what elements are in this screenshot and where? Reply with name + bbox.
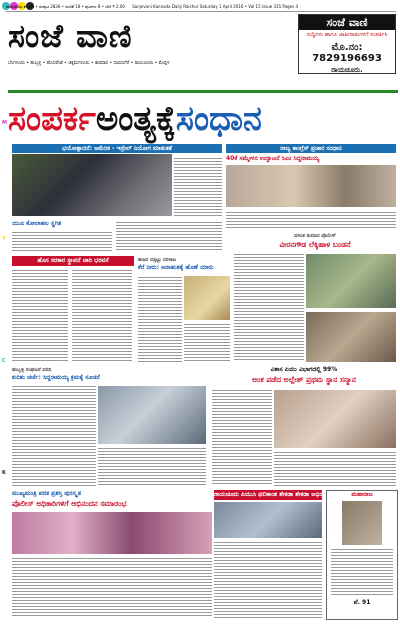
story-1-text xyxy=(174,156,222,216)
ad-title: ಸಂಜೆ ವಾಣಿ xyxy=(299,15,395,30)
story-5-photo xyxy=(184,276,230,320)
story-10-text xyxy=(214,540,322,618)
story-7-headline: ಹುಬ್ಬಳ್ಳಿ ಸಂಘಟನೆ ವರದಿ xyxy=(12,367,52,373)
issue-info-right: Sanjevani Kannada Daily Raichur Saturday 1 April 2016 • Vol 15 Issue 335 Pages 4 xyxy=(132,4,299,9)
story-8-kicker: ವಿಕಾಸ ಪಿಯು ವಿಭಾಗದಲ್ಲಿ 99% xyxy=(270,366,338,373)
contact-ad-box xyxy=(298,14,396,74)
classified-ad-title: ಮಹಾರಾಜ xyxy=(351,491,373,498)
story-10-headline: ರಾಯಚೂರು ಪಿಯುಸಿ ಫಲಿತಾಂಶ ಶೇಕಡಾ ಶೇಕಡಾ ಅಭಿನಂದನೆ ಸನ್ಮಾನ xyxy=(214,491,348,498)
ad-city: ರಾಯಚೂರು. xyxy=(331,66,363,74)
story-3b-text xyxy=(116,220,222,252)
classified-ad xyxy=(326,490,398,620)
story-5-kicker: ಹಣದ ಬಿಕ್ಕಟ್ಟು ನರಳಾಟ xyxy=(138,257,177,263)
lead-headline-part2: ಅಂತ್ಯಕ್ಕೆ xyxy=(95,99,176,139)
story-10-photo xyxy=(214,502,322,538)
story-6b-photo xyxy=(306,312,396,362)
ad-phone: ಮೊ.ನಂ: 7829196693 xyxy=(312,42,382,64)
masthead-tagline: ಬೆಂಗಳೂರು • ಹುಬ್ಬಳ್ಳಿ • ಹೊಸಪೇಟೆ • ಚಿಕ್ಕಮಗಳೂರು • ಕಾರವಾರ • ದಾವಣಗೆರೆ • ರಾಯಚೂರು • ಕೊಪ್ಪಳ xyxy=(8,61,170,66)
lead-headline-part1: ಸಂಪರ್ಕ xyxy=(8,99,96,139)
story-2-label: ರಾಜ್ಯ ಕಾಂಗ್ರೆಸ್ ಪ್ರಚಾರ ಸಂಧಾನ xyxy=(226,144,396,153)
story-4-text xyxy=(12,268,68,363)
story-1-photo xyxy=(12,154,172,216)
story-6-text xyxy=(234,252,304,362)
story-2-photo xyxy=(226,165,396,207)
story-5b-text xyxy=(184,322,230,362)
story-8-headline: ಅಂಕ ಪಡೆದ ಅಲ್ಲೇಶ್ ಪ್ರಥಮ ಸ್ಥಾನ ಸನ್ಮಾನ xyxy=(252,375,356,384)
story-5-headline: ಕೆರೆ ನೀರು: ಅನಾಹುತಕ್ಕೆ ಹೊಣೆ ಯಾರು xyxy=(138,264,214,271)
lead-headline-banner xyxy=(8,90,398,145)
story-8-text xyxy=(212,388,272,486)
issue-info-line xyxy=(6,3,396,12)
cmyk-marker: M xyxy=(2,120,7,126)
story-7b-text xyxy=(98,446,206,486)
masthead-title: ಸಂಜೆ ವಾಣಿ xyxy=(8,17,133,55)
classified-ad-price: ಪೆ. 91 xyxy=(353,599,371,606)
classified-ad-photo xyxy=(342,501,382,545)
story-1-headline: ಭಯೋತ್ಪಾದನೆ: ಅಮೆರಿಕ - ಇಸ್ರೇಲ್ ನಿಯೋಗ ಮಾತುಕತೆ xyxy=(12,144,222,153)
cmyk-marker: K xyxy=(2,470,6,476)
story-4b-text xyxy=(72,268,132,363)
story-8-photo xyxy=(274,390,396,448)
story-6-kicker: ವಸಂತ ಕುಮಾರ ಪೊಲೀಸ್ xyxy=(294,233,336,239)
lead-headline-part3: ಸಂಧಾನ xyxy=(175,99,262,139)
story-6-headline: ವೀರನಗೌಡ ಲೆಕ್ಕಿಹಾಳ ಬಂಡನೆ xyxy=(279,240,351,249)
cmyk-marker: Y xyxy=(2,236,6,242)
story-4-headline: ಹೊಸ ಸರಕಾರ ಸ್ಥಾಪನೆ ಜಾರಿ ಭರವಸೆ xyxy=(12,256,134,266)
story-9-photo xyxy=(12,512,212,554)
story-7-photo xyxy=(98,386,206,444)
story-3-text xyxy=(12,230,112,252)
story-5-text xyxy=(138,275,182,363)
story-7-subheadline: ಕುರಿತು ಚರ್ಚೆ: ಸಿದ್ದರಾಮಯ್ಯ ಕ್ರಮಕ್ಕೆ ಸೂಚನೆ xyxy=(12,374,100,381)
cmyk-marker: C xyxy=(2,358,6,364)
classified-ad-text xyxy=(331,547,393,597)
story-9-text xyxy=(12,556,212,618)
story-6-photo xyxy=(306,254,396,308)
story-2-headline: 40ಕೆ ಸಮ್ಮೇಳನ ಉದ್ಘಾಟನೆ ಸಿಎಂ ಸಿದ್ದರಾಮಯ್ಯ xyxy=(226,155,320,162)
story-9-headline: ಪೊಲೀಸ್ ಅಧಿಕಾರಿಗಳಿಗೆ ಅಭಿನಂದನ ಸಮಾರಂಭ xyxy=(12,499,127,508)
story-8b-text xyxy=(274,450,396,486)
ad-subtitle: ಸುದ್ದಿಗಳು ಹಾಗೂ ಜಾಹೀರಾತುಗಳಿಗೆ ಸಂಪರ್ಕಿಸಿ xyxy=(306,32,388,38)
story-3-headline: ಯುಪಿ ಕೋಲಾಹಲ ಸ್ಥಗಿತ xyxy=(12,220,62,227)
story-7-text xyxy=(12,384,96,486)
issue-info-left: ರಾಯಚೂರು ಶನಿವಾರ • ಸಂಪುಟ 2836 • ಸಂಚಿಕೆ 18 • ಪುಟಗಳು 8 • ಬೆಲೆ ₹ 2.00 xyxy=(6,4,125,9)
story-9-kicker: ಮುಖ್ಯಮಂತ್ರಿ ಪದಕ ಪ್ರಶಸ್ತಿ ಪುರಸ್ಕೃತ xyxy=(12,490,82,497)
masthead xyxy=(8,14,298,58)
story-2-text xyxy=(226,210,396,228)
